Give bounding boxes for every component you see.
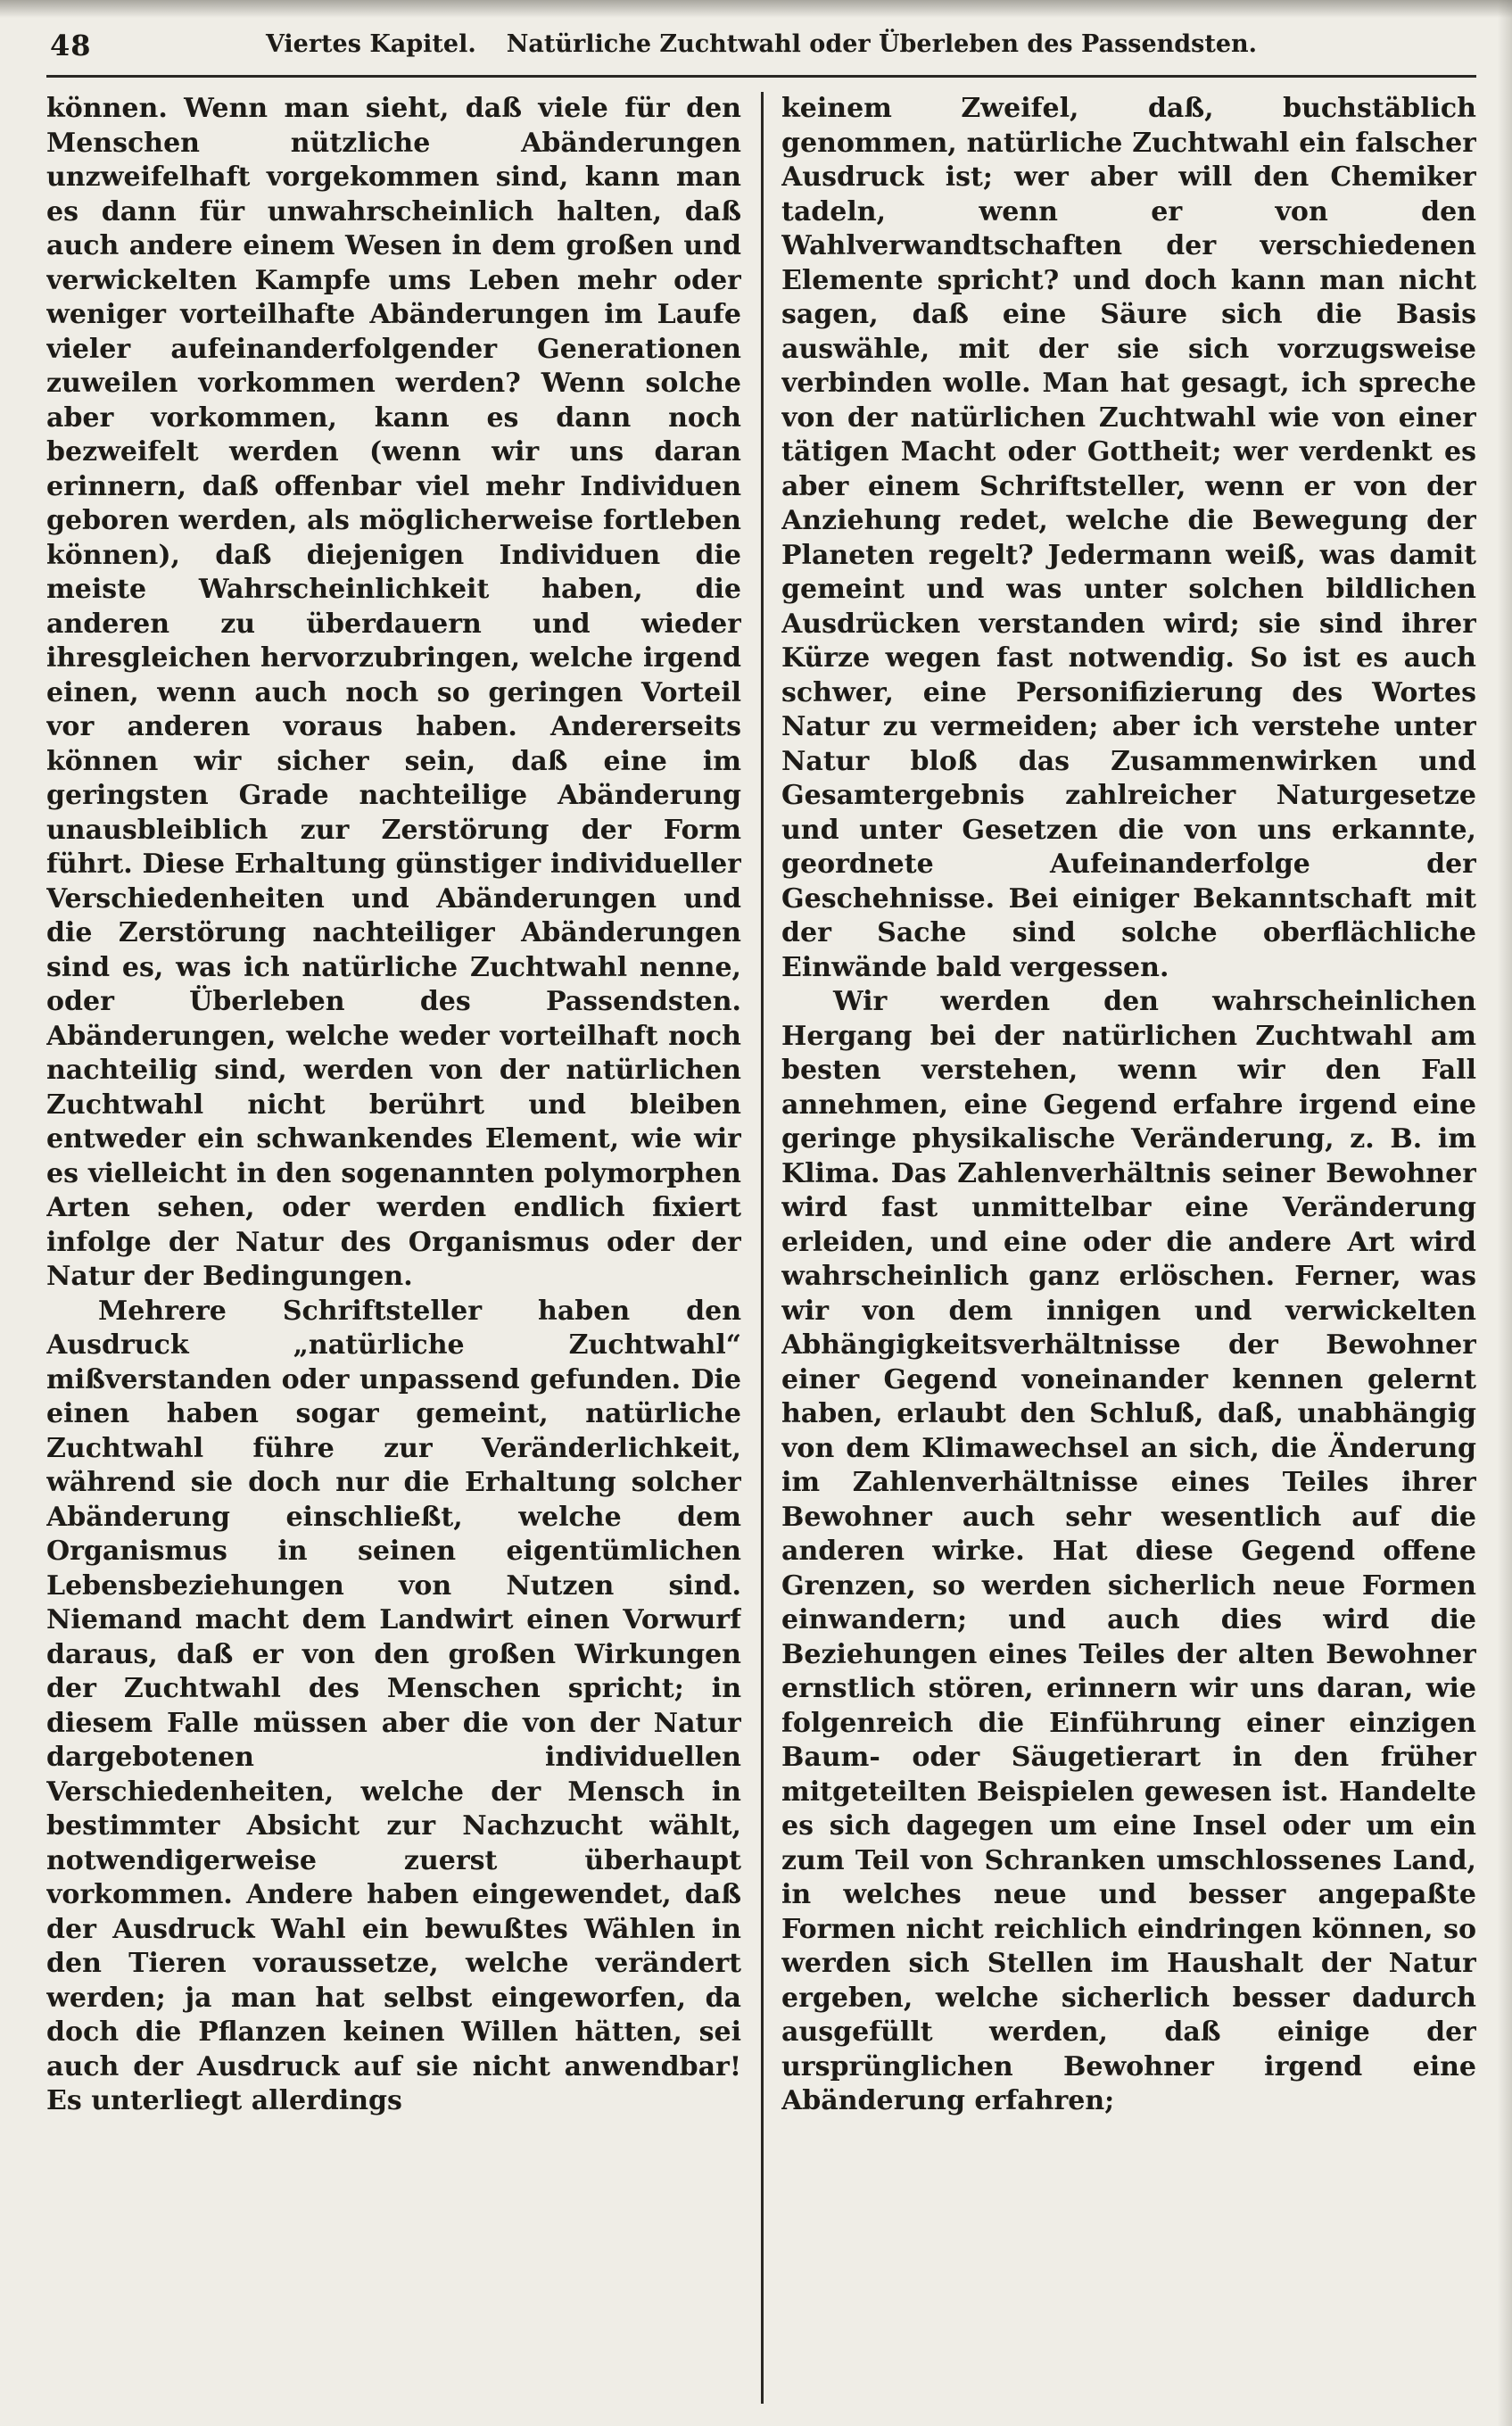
left-column	[46, 92, 741, 2404]
header-rule	[46, 75, 1476, 78]
paragraph: Wir werden den wahrscheinlichen Hergang bei der natürlichen Zuchtwahl am besten verstehen, wenn wir den Fall annehmen, eine Gegend erfahre irgend eine geringe physikalische Veränderung, z. B. im Klima. Das Zahlenverhältnis seiner Bewohner wird fast unmittelbar eine Veränderung erleiden, und eine oder die andere Art wird wahrscheinlich ganz erlöschen. Ferner, was wir von dem innigen und verwickelten Abhängigkeitsverhältnisse der Bewohner einer Gegend voneinander kennen gelernt haben, erlaubt den Schluß, daß, unabhängig von dem Klimawechsel an sich, die Änderung im Zahlenverhältnisse eines Teiles ihrer Bewohner auch sehr wesentlich auf die anderen wirke. Hat diese Gegend offene Grenzen, so werden sicherlich neue Formen einwandern; und auch dies wird die Beziehungen eines Teiles der alten Bewohner ernstlich stören, erinnern wir uns daran, wie folgenreich die Einführung einer einzigen Baum- oder Säugetierart in den früher mitgeteilten Beispielen gewesen ist. Handelte es sich dagegen um eine Insel oder um ein zum Teil von Schranken umschlossenes Land, in welches neue und besser angepaßte Formen nicht reichlich eindringen können, so werden sich Stellen im Haushalt der Natur ergeben, welche sicherlich besser dadurch ausgefüllt werden, daß einige der ursprünglichen Bewohner irgend eine Abänderung erfahren;	[781, 986, 1476, 2116]
right-column	[781, 92, 1476, 2404]
chapter-title: Natürliche Zuchtwahl oder Überleben des Passendsten.	[506, 30, 1258, 58]
running-head	[46, 23, 1476, 70]
chapter-label: Viertes Kapitel.	[265, 30, 476, 58]
paragraph: können. Wenn man sieht, daß viele für den Menschen nützliche Abänderungen unzweifelhaft vorgekommen sind, kann man es dann für unwahrscheinlich halten, daß auch andere einem Wesen in dem großen und verwickelten Kampfe ums Leben mehr oder weniger vorteilhafte Abänderungen im Laufe vieler aufeinanderfolgender Generationen zuweilen vorkommen werden? Wenn solche aber vorkommen, kann es dann noch bezweifelt werden (wenn wir uns daran erinnern, daß offenbar viel mehr Individuen geboren werden, als möglicherweise fortleben können), daß diejenigen Individuen die meiste Wahrscheinlichkeit haben, die anderen zu überdauern und wieder ihresgleichen hervorzubringen, welche irgend einen, wenn auch noch so geringen Vorteil vor anderen voraus haben. Andererseits können wir sicher sein, daß eine im geringsten Grade nachteilige Abänderung unausbleiblich zur Zerstörung der Form führt. Diese Erhaltung günstiger individueller Verschiedenheiten und Abänderungen und die Zerstörung nachteiliger Abänderungen sind es, was ich natürliche Zuchtwahl nenne, oder Überleben des Passendsten. Abänderungen, welche weder vorteilhaft noch nachteilig sind, werden von der natürlichen Zuchtwahl nicht berührt und bleiben entweder ein schwankendes Element, wie wir es vielleicht in den sogenannten polymorphen Arten sehen, oder werden endlich fixiert infolge der Natur des Organismus oder der Natur der Bedingungen.	[46, 93, 741, 1292]
paragraph: Mehrere Schriftsteller haben den Ausdruck „natürliche Zuchtwahl“ mißverstanden oder unpassend gefunden. Die einen haben sogar gemeint, natürliche Zuchtwahl führe zur Veränderlichkeit, während sie doch nur die Erhaltung solcher Abänderung einschließt, welche dem Organismus in seinen eigentümlichen Lebensbeziehungen von Nutzen sind. Niemand macht dem Landwirt einen Vorwurf daraus, daß er von den großen Wirkungen der Zuchtwahl des Menschen spricht; in diesem Falle müssen aber die von der Natur dargebotenen individuellen Verschiedenheiten, welche der Mensch in bestimmter Absicht zur Nachzucht wählt, notwendigerweise zuerst überhaupt vorkommen. Andere haben eingewendet, daß der Ausdruck Wahl ein bewußtes Wählen in den Tieren voraussetze, welche verändert werden; ja man hat selbst eingeworfen, da doch die Pflanzen keinen Willen hätten, sei auch der Ausdruck auf sie nicht anwendbar! Es unterliegt allerdings	[46, 1295, 741, 2116]
paragraph: keinem Zweifel, daß, buchstäblich genommen, natürliche Zuchtwahl ein falscher Ausdruck ist; wer aber will den Chemiker tadeln, wenn er von den Wahlverwandtschaften der verschiedenen Elemente spricht? und doch kann man nicht sagen, daß eine Säure sich die Basis auswähle, mit der sie sich vorzugsweise verbinden wolle. Man hat gesagt, ich spreche von der natürlichen Zuchtwahl wie von einer tätigen Macht oder Gottheit; wer verdenkt es aber einem Schriftsteller, wenn er von der Anziehung redet, welche die Bewegung der Planeten regelt? Jedermann weiß, was damit gemeint und was unter solchen bildlichen Ausdrücken verstanden wird; sie sind ihrer Kürze wegen fast notwendig. So ist es auch schwer, eine Personifizierung des Wortes Natur zu vermeiden; aber ich verstehe unter Natur bloß das Zusammenwirken und Gesamtergebnis zahlreicher Naturgesetze und unter Gesetzen die von uns erkannte, geordnete Aufeinanderfolge der Geschehnisse. Bei einiger Bekanntschaft mit der Sache sind solche oberflächliche Einwände bald vergessen.	[781, 93, 1476, 983]
page-number: 48	[50, 29, 92, 62]
column-divider-rule	[761, 92, 764, 2404]
running-title	[46, 30, 1476, 58]
text-columns	[46, 92, 1476, 2404]
